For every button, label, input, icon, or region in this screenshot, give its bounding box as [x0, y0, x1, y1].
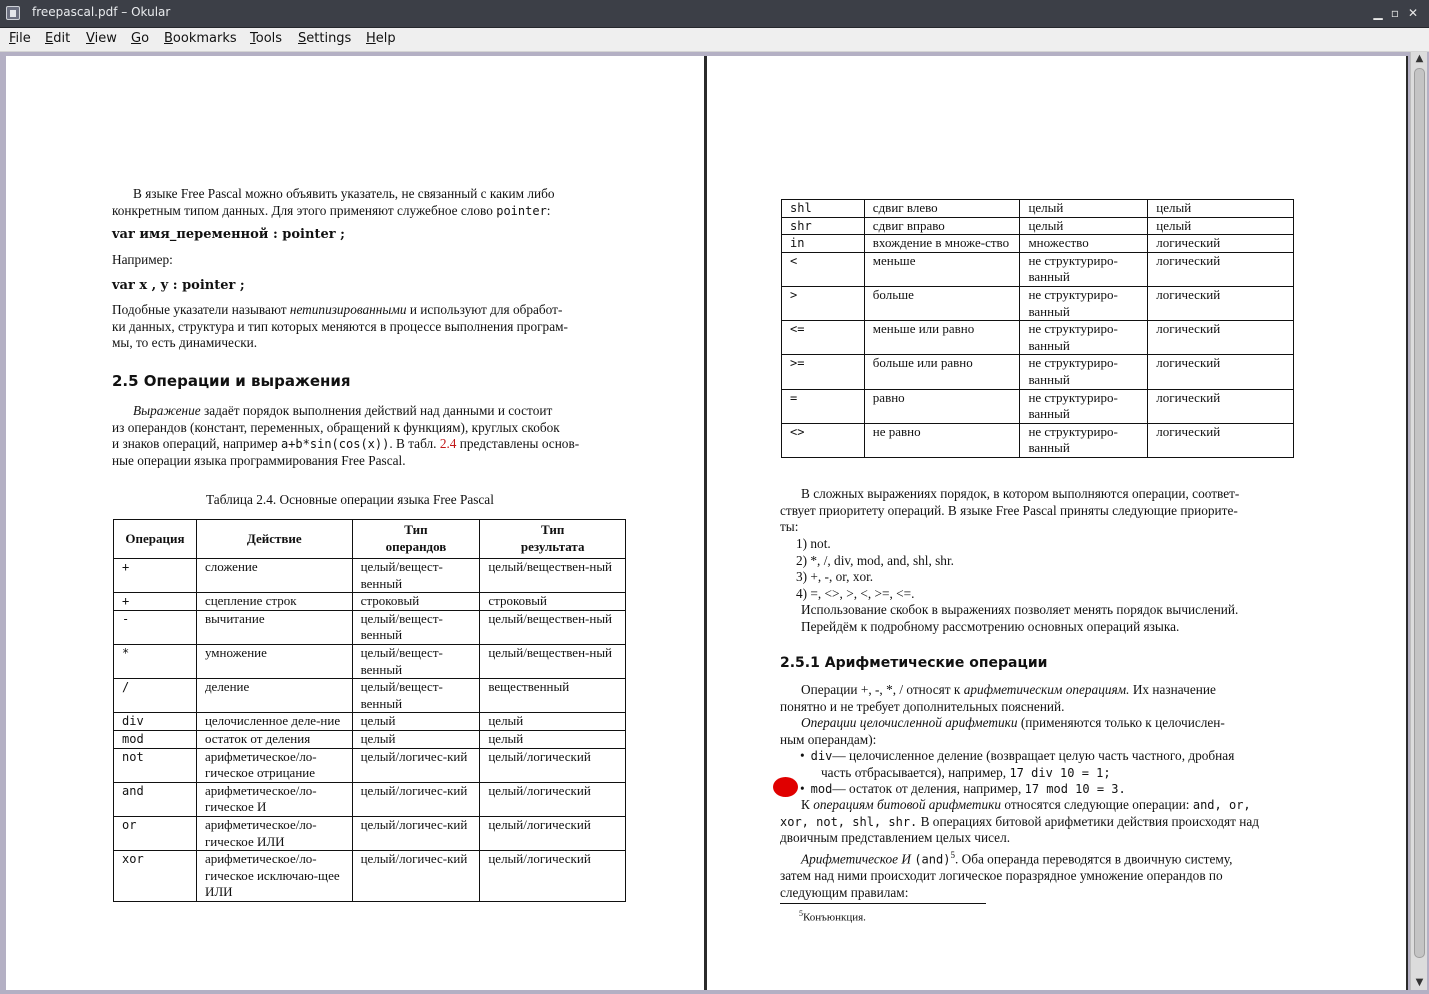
example-label: Например: — [112, 252, 173, 267]
table-row — [782, 217, 1294, 235]
text-line: В операциях битовой арифметики действия происходят над — [920, 813, 1259, 829]
window-bottom-edge — [0, 990, 1429, 994]
operator-cell: and — [114, 782, 197, 816]
footnote-rule — [780, 903, 986, 904]
operator-cell: = — [782, 389, 865, 423]
table-cell: сложение — [196, 559, 352, 593]
table-cell: строковый — [480, 593, 626, 611]
table-row — [114, 851, 626, 902]
footnote-number: 5 — [799, 909, 803, 918]
table-cell: не структуриро-ванный — [1020, 355, 1148, 389]
table-cell: больше — [864, 286, 1020, 320]
text-line: и используют для обработ- — [409, 302, 563, 317]
section-heading: 2.5 Операции и выражения — [112, 372, 351, 390]
text-line: следующим правилам: — [780, 884, 909, 900]
text-line: часть отбрасывается), например, — [821, 764, 1007, 780]
text-line: ные операции языка программирования Free Pascal. — [112, 452, 406, 468]
table-cell: целый/логический — [480, 748, 626, 782]
operator-cell: > — [782, 286, 865, 320]
operator-cell: >= — [782, 355, 865, 389]
paragraph-bitwise — [780, 797, 1294, 847]
emphasis: Выражение — [133, 403, 201, 418]
text-line: представлены основ- — [459, 436, 580, 452]
table-row — [114, 559, 626, 593]
text-line: из операндов (констант, переменных, обращений к функциям), круглых скобок — [112, 419, 560, 435]
table-cell: не структуриро-ванный — [1020, 389, 1148, 423]
text-line: ки данных, структура и тип которых меняются в процессе выполнения програм- — [112, 318, 568, 334]
paragraph-brackets — [801, 602, 1294, 635]
close-button[interactable]: ✕ — [1407, 6, 1419, 20]
operator-cell: + — [114, 593, 197, 611]
footnote-text: Конъюнкция. — [803, 911, 866, 924]
text-line: конкретным типом данных. Для этого применяют служебное слово — [112, 202, 493, 218]
table-header: Тип результата — [480, 520, 626, 559]
table-cell: вычитание — [196, 610, 352, 644]
code-inline: xor, not, shl, shr. — [780, 814, 918, 829]
table-row — [114, 610, 626, 644]
table-cell: остаток от деления — [196, 730, 352, 748]
table-row — [782, 423, 1294, 457]
table-row — [782, 286, 1294, 320]
emphasis: нетипизированными — [289, 302, 407, 317]
code-inline: mod — [810, 782, 833, 796]
emphasis: Операции целочисленной арифметики — [801, 715, 1018, 731]
table-cell: целый/веществен-ный — [480, 610, 626, 644]
emphasis: Арифметическое И — [801, 851, 911, 867]
operator-cell: in — [782, 235, 865, 253]
table-row — [782, 321, 1294, 355]
table-cell: деление — [196, 679, 352, 713]
text-line: К — [801, 797, 810, 812]
table-cell: целый/логичес-кий — [352, 782, 480, 816]
text-line: мы, то есть динамически. — [112, 335, 258, 351]
text-line: . В табл. — [389, 436, 437, 452]
subsection-heading: 2.5.1 Арифметические операции — [780, 655, 1048, 671]
table-cell: целый — [1148, 217, 1294, 235]
table-caption: Таблица 2.4. Основные операции языка Free Pascal — [206, 492, 494, 507]
table-row — [114, 748, 626, 782]
code-line-2 — [112, 278, 245, 293]
text-line: : — [546, 202, 551, 218]
paragraph-pointer — [112, 186, 627, 219]
table-row — [114, 782, 626, 816]
code-inline: 17 div 10 = 1; — [1009, 765, 1111, 780]
table-cell: больше или равно — [864, 355, 1020, 389]
table-cell: логический — [1148, 235, 1294, 253]
menu-view[interactable]: View — [86, 31, 117, 46]
table-row — [782, 389, 1294, 423]
table-row — [782, 355, 1294, 389]
paragraph-arithmetic — [780, 682, 1294, 748]
table-cell: не структуриро-ванный — [1020, 252, 1148, 286]
table-cell: целый/вещест-венный — [352, 644, 480, 678]
priority-item: 3) +, -, or, xor. — [796, 569, 874, 584]
table-cell: целый/вещест-венный — [352, 559, 480, 593]
table-reference-link[interactable]: 2.4 — [439, 436, 457, 452]
operator-cell: - — [114, 610, 197, 644]
table-cell: целый — [480, 713, 626, 731]
table-cell: меньше или равно — [864, 321, 1020, 355]
menu-tools[interactable]: Tools — [250, 31, 283, 46]
operator-cell: <> — [782, 423, 865, 457]
table-cell: вещественный — [480, 679, 626, 713]
text-line: . Оба операнда переводятся в двоичную систему, — [954, 851, 1233, 867]
text-line: — целочисленное деление (возвращает целую часть частного, дробная — [832, 748, 1235, 763]
table-cell: логический — [1148, 355, 1294, 389]
text-line: Использование скобок в выражениях позволяет менять порядок вычислений. — [801, 602, 1239, 617]
table-cell: целый/веществен-ный — [480, 644, 626, 678]
annotation-marker-red[interactable] — [773, 777, 798, 797]
table-row — [114, 816, 626, 850]
text-line: ствует приоритету операций. В языке Free Pascal приняты следующие приорите- — [780, 502, 1238, 518]
menu-bar — [0, 28, 1429, 52]
operator-cell: < — [782, 252, 865, 286]
text-line: Операции +, -, *, / относят к — [801, 682, 961, 697]
menu-settings[interactable]: Settings — [298, 31, 352, 46]
table-cell: целый/логичес-кий — [352, 748, 480, 782]
table-cell: сдвиг влево — [864, 200, 1020, 218]
table-row — [782, 252, 1294, 286]
document-viewport[interactable] — [6, 56, 1408, 990]
code-text: var x , y : pointer ; — [112, 278, 245, 293]
emphasis: операциям битовой арифметики — [813, 797, 1002, 812]
text-line: затем над ними происходит логическое поразрядное умножение операндов по — [780, 868, 1223, 884]
pdf-page-right — [707, 56, 1406, 990]
code-keyword: pointer — [496, 203, 547, 218]
code-inline: a+b*sin(cos(x)) — [280, 437, 390, 452]
paragraph-untyped — [112, 302, 627, 352]
table-cell: арифметическое/ло-гическое ИЛИ — [196, 816, 352, 850]
table-cell: не структуриро-ванный — [1020, 321, 1148, 355]
table-cell: не структуриро-ванный — [1020, 423, 1148, 457]
scroll-down-arrow-icon[interactable]: ▼ — [1415, 977, 1424, 988]
table-cell: целый/логический — [480, 782, 626, 816]
table-cell: арифметическое/ло-гическое исключаю-щее ИЛИ — [196, 851, 352, 902]
table-cell: целый/логический — [480, 851, 626, 902]
window-title: freepascal.pdf – Okular — [32, 5, 171, 19]
table-cell: целый/логический — [480, 816, 626, 850]
menu-bookmarks[interactable]: Bookmarks — [164, 31, 237, 46]
text-line: и знаков операций, например — [112, 436, 278, 452]
table-cell: сдвиг вправо — [864, 217, 1020, 235]
footnote-marker[interactable]: 5 — [950, 850, 955, 860]
table-cell: целый/вещест-венный — [352, 610, 480, 644]
operator-cell: / — [114, 679, 197, 713]
menu-file[interactable]: File — [9, 31, 31, 46]
priority-item: 2) *, /, div, mod, and, shl, shr. — [796, 553, 954, 568]
table-row — [782, 235, 1294, 253]
operator-cell: div — [114, 713, 197, 731]
table-row — [114, 644, 626, 678]
table-cell: не равно — [864, 423, 1020, 457]
menu-edit[interactable]: Edit — [45, 31, 71, 46]
table-cell: логический — [1148, 286, 1294, 320]
table-header: Действие — [196, 520, 352, 559]
table-cell: логический — [1148, 389, 1294, 423]
text-line: понятно и не требует дополнительных пояснений. — [780, 698, 1065, 714]
table-header: Тип операндов — [352, 520, 480, 559]
code-inline: and, or, — [1192, 798, 1251, 812]
text-line: Их назначение — [1132, 682, 1216, 697]
priority-item: 1) not. — [796, 536, 831, 551]
footnote — [799, 906, 866, 926]
bullet-mod: • mod— остаток от деления, например, 17 mod 10 = 3. — [800, 781, 1126, 796]
priority-item: 4) =, <>, >, <, >=, <=. — [796, 586, 915, 601]
table-row — [114, 730, 626, 748]
paragraph-priority — [780, 486, 1294, 536]
text-line: задаёт порядок выполнения действий над данными и состоит — [204, 403, 553, 418]
code-line-1 — [112, 227, 345, 242]
minimize-button[interactable]: ▁ — [1373, 6, 1383, 20]
menu-go[interactable]: Go — [131, 31, 150, 46]
table-cell: множество — [1020, 235, 1148, 253]
table-header: Операция — [114, 520, 197, 559]
operator-cell: xor — [114, 851, 197, 902]
table-cell: вхождение в множе-ство — [864, 235, 1020, 253]
text-line: В сложных выражениях порядок, в котором выполняются операции, соответ- — [801, 486, 1240, 501]
text-line: Перейдём к подробному рассмотрению основных операций языка. — [801, 618, 1180, 634]
emphasis: арифметическим операциям. — [963, 682, 1130, 697]
menu-help[interactable]: Help — [366, 31, 396, 46]
pdf-page-left — [6, 56, 704, 990]
table-cell: строковый — [352, 593, 480, 611]
table-cell: целый/логичес-кий — [352, 816, 480, 850]
table-cell: целый — [1020, 200, 1148, 218]
code-inline: (and) — [914, 852, 951, 867]
table-cell: арифметическое/ло-гическое отрицание — [196, 748, 352, 782]
table-cell: целый — [480, 730, 626, 748]
table-cell: целочисленное деле-ние — [196, 713, 352, 731]
operations-table — [113, 519, 626, 902]
text-line: относятся следующие операции: — [1004, 797, 1190, 812]
table-cell: меньше — [864, 252, 1020, 286]
text-line: Подобные указатели называют — [112, 302, 287, 317]
table-cell: целый — [1148, 200, 1294, 218]
scroll-up-arrow-icon[interactable]: ▲ — [1415, 53, 1424, 64]
table-cell: логический — [1148, 252, 1294, 286]
text-line: (применяются только к целочислен- — [1020, 715, 1225, 731]
vertical-scrollbar[interactable] — [1410, 52, 1427, 990]
text-line: — остаток от деления, например, — [832, 781, 1022, 796]
table-row — [114, 713, 626, 731]
table-cell: целый — [352, 713, 480, 731]
okular-app-icon[interactable] — [6, 6, 20, 20]
operator-cell: shl — [782, 200, 865, 218]
bullet-div: • div— целочисленное деление (возвращает целую часть частного, дробная часть отбрасывается), например, 17 div 10 = 1; — [800, 748, 1235, 780]
code-text: var имя_переменной : pointer ; — [112, 227, 345, 242]
scrollbar-thumb[interactable] — [1414, 68, 1425, 958]
paragraph-and — [780, 847, 1294, 901]
table-cell: сцепление строк — [196, 593, 352, 611]
table-cell: умножение — [196, 644, 352, 678]
operator-cell: * — [114, 644, 197, 678]
table-cell: целый — [352, 730, 480, 748]
table-row — [114, 593, 626, 611]
operator-cell: or — [114, 816, 197, 850]
paragraph-expression — [112, 403, 627, 469]
table-cell: не структуриро-ванный — [1020, 286, 1148, 320]
text-line: двоичным представлением целых чисел. — [780, 830, 1011, 846]
operator-cell: not — [114, 748, 197, 782]
table-cell: арифметическое/ло-гическое И — [196, 782, 352, 816]
table-cell: целый/логичес-кий — [352, 851, 480, 902]
table-cell: логический — [1148, 321, 1294, 355]
window-titlebar[interactable] — [0, 0, 1429, 28]
operations-table-continued — [781, 199, 1294, 458]
table-cell: логический — [1148, 423, 1294, 457]
table-cell: целый/вещест-венный — [352, 679, 480, 713]
operator-cell: shr — [782, 217, 865, 235]
text-line: ным операндам): — [780, 731, 877, 747]
table-cell: равно — [864, 389, 1020, 423]
operator-cell: <= — [782, 321, 865, 355]
text-line: ты: — [780, 519, 799, 535]
operator-cell: + — [114, 559, 197, 593]
operator-cell: mod — [114, 730, 197, 748]
text-line: В языке Free Pascal можно объявить указатель, не связанный с каким либо — [133, 186, 555, 201]
table-row — [782, 200, 1294, 218]
code-inline: div — [810, 749, 833, 763]
code-inline: 17 mod 10 = 3. — [1024, 782, 1126, 796]
table-cell: целый — [1020, 217, 1148, 235]
maximize-button[interactable]: ▫ — [1390, 6, 1400, 20]
table-row — [114, 679, 626, 713]
table-cell: целый/веществен-ный — [480, 559, 626, 593]
